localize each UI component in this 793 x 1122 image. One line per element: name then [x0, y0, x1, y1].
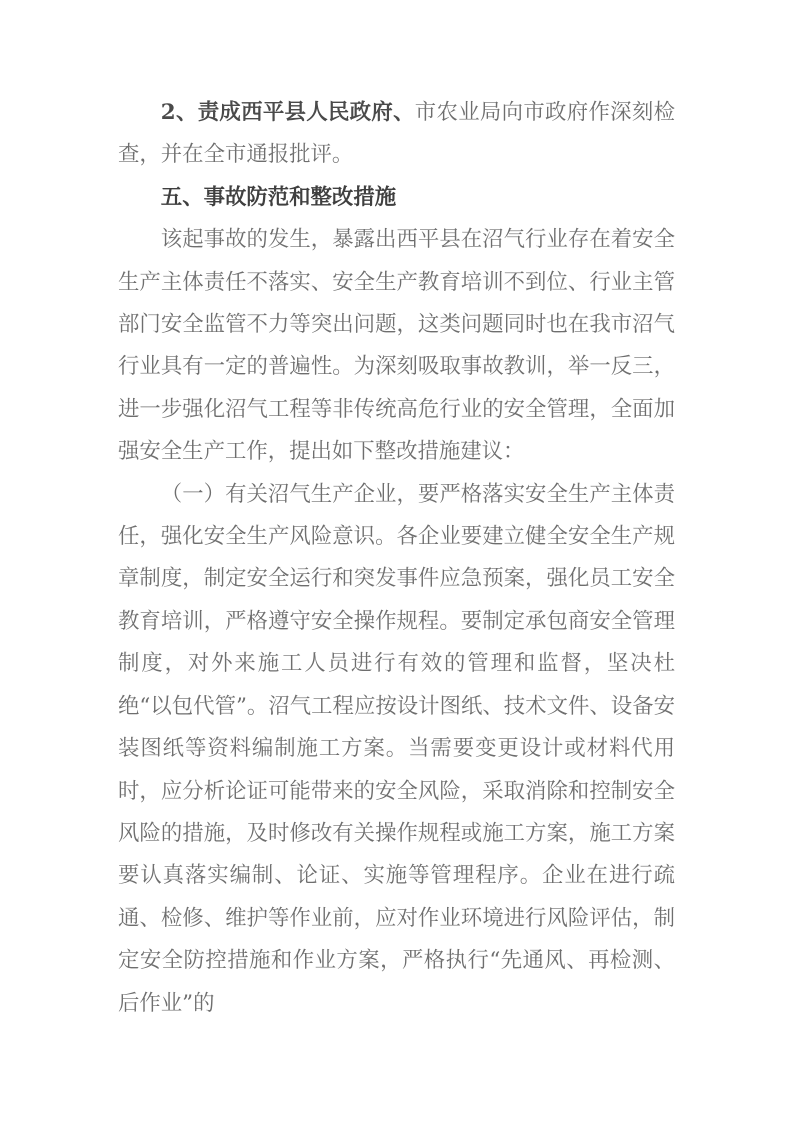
paragraph [118, 219, 675, 473]
text-segment: （一）有关沼气生产企业，要严格落实安全生产主体责任，强化安全生产风险意识。各企业要建立健全安全生产规章制度，制定安全运行和突发事件应急预案，强化员工安全教育培训，严格遵守安全操作规程。要制定承包商安全管理制度，对外来施工人员进行有效的管理和监督，坚决杜绝“以包代管”。沼气工程应按设计图纸、技术文件、设备安装图纸等资料编制施工方案。当需要变更设计或材料代用时，应分析论证可能带来的安全风险，采取消除和控制安全风险的措施，及时修改有关操作规程或施工方案，施工方案要认真落实编制、论证、实施等管理程序。企业在进行疏通、检修、维护等作业前，应对作业环境进行风险评估，制定安全防控措施和作业方案，严格执行“先通风、再检测、后作业”的 [118, 481, 675, 1016]
text-segment: 市农业局向市政府作深刻检查，并在全市通报批评。 [118, 100, 675, 168]
text-segment: 2、责成西平县人民政府、 [160, 100, 415, 125]
paragraph [118, 474, 675, 1025]
text-segment: 五、事故防范和整改措施 [160, 184, 397, 210]
document-body [118, 92, 675, 1025]
paragraph [118, 92, 675, 177]
text-segment: 该起事故的发生，暴露出西平县在沼气行业存在着安全生产主体责任不落实、安全生产教育培训不到位、行业主管部门安全监管不力等突出问题，这类问题同时也在我市沼气行业具有一定的普遍性。为深刻吸取事故教训，举一反三，进一步强化沼气工程等非传统高危行业的安全管理，全面加强安全生产工作，提出如下整改措施建议： [118, 227, 675, 465]
section-heading [118, 177, 675, 219]
